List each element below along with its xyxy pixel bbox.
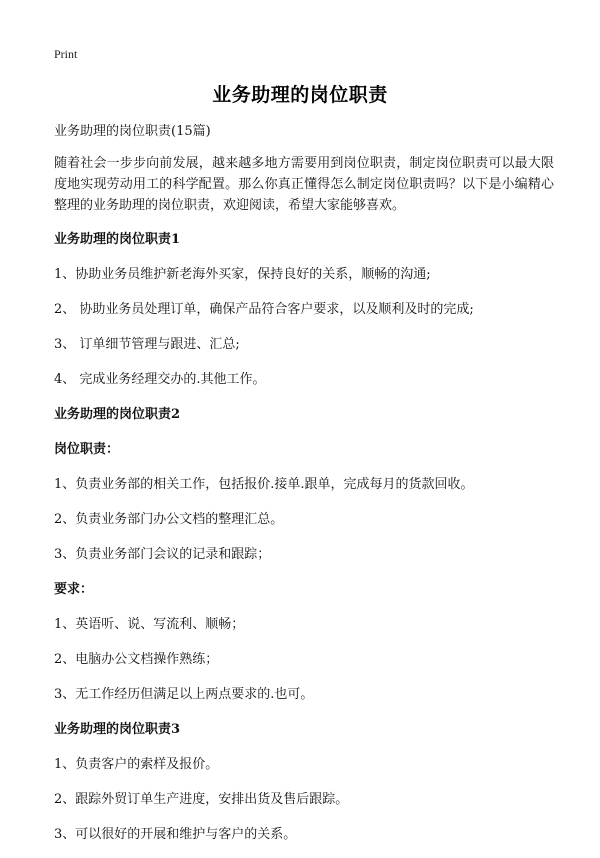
duties-heading: 岗位职责： — [54, 442, 120, 457]
list-item: 3、 订单细节管理与跟进、汇总; — [54, 337, 240, 352]
section-heading: 业务助理的岗位职责1 — [54, 232, 181, 247]
section-heading: 业务助理的岗位职责3 — [54, 722, 181, 737]
list-item: 3、负责业务部门会议的记录和跟踪； — [54, 547, 271, 562]
list-item: 2、跟踪外贸订单生产进度，安排出货及售后跟踪。 — [54, 792, 349, 807]
section-1 — [54, 228, 554, 391]
section-heading: 业务助理的岗位职责2 — [54, 407, 181, 422]
list-item: 3、可以很好的开展和维护与客户的关系。 — [54, 827, 297, 842]
page-title: 业务助理的岗位职责 — [212, 84, 388, 106]
list-item: 4、 完成业务经理交办的.其他工作。 — [54, 372, 266, 387]
list-item: 1、英语听、说、写流利、顺畅； — [54, 617, 245, 632]
requirements-heading: 要求： — [54, 582, 94, 597]
document-subtitle: 业务助理的岗位职责(15篇) — [54, 124, 211, 139]
section-3 — [54, 718, 554, 846]
list-item: 2、负责业务部门办公文档的整理汇总。 — [54, 512, 284, 527]
intro-paragraph: 随着社会一步步向前发展，越来越多地方需要用到岗位职责，制定岗位职责可以最大限度地实现劳动用工的科学配置。那么你真正懂得怎么制定岗位职责吗？以下是小编精心整理的业务助理的岗位职责，欢迎阅读，希望大家能够喜欢。 — [54, 156, 554, 213]
list-item: 2、 协助业务员处理订单，确保产品符合客户要求，以及顺利及时的完成; — [54, 302, 474, 317]
list-item: 1、负责客户的索样及报价。 — [54, 757, 219, 772]
list-item: 1、协助业务员维护新老海外买家，保持良好的关系，顺畅的沟通; — [54, 267, 431, 282]
document-body — [54, 120, 554, 858]
list-item: 3、无工作经历但满足以上两点要求的.也可。 — [54, 687, 314, 702]
list-item: 1、负责业务部的相关工作，包括报价.接单.跟单，完成每月的货款回收。 — [54, 477, 474, 492]
list-item: 2、电脑办公文档操作熟练； — [54, 652, 219, 667]
section-2 — [54, 403, 554, 706]
print-link[interactable]: Print — [54, 47, 78, 61]
